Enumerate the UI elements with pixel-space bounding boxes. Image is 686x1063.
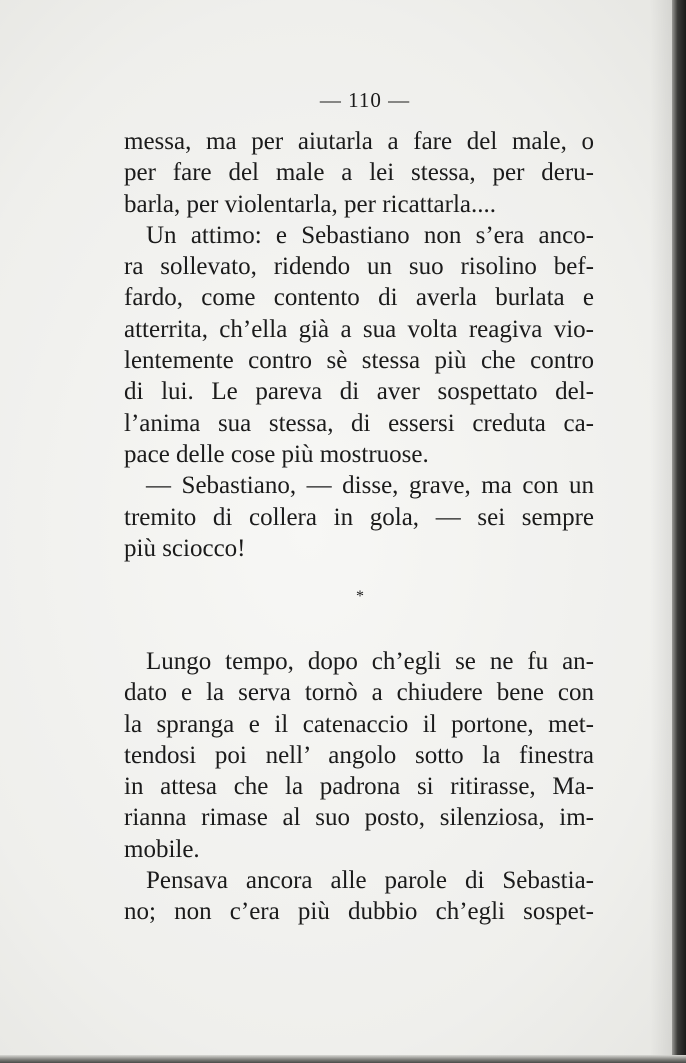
text-line: Lungo tempo, dopo ch’egli se ne fu an- [146, 648, 594, 675]
spine-shadow [650, 0, 672, 1063]
text-line: ra sollevato, ridendo un suo risolino bef- [124, 253, 594, 281]
text-line: più sciocco! [124, 534, 246, 562]
text-line: la spranga e il catenaccio il portone, met- [124, 710, 594, 738]
text-line: rianna rimase al suo posto, silenziosa, im- [124, 804, 594, 832]
text-line: in attesa che la padrona si ritirasse, Ma- [124, 773, 594, 801]
text-line: — Sebastiano, — disse, grave, ma con un [146, 472, 594, 500]
text-line: no; non c’era più dubbio ch’egli sospet- [124, 898, 594, 926]
text-line: per fare del male a lei stessa, per deru- [124, 159, 594, 187]
text-line: tendosi poi nell’ angolo sotto la finestra [124, 741, 594, 769]
text-line: lentemente contro sè stessa più che contro [124, 347, 594, 375]
text-line: fardo, come contento di averla burlata e [124, 284, 594, 312]
text-line: messa, ma per aiutarla a fare del male, o [124, 128, 594, 155]
book-spine [672, 0, 686, 1063]
text-line: dato e la serva tornò a chiudere bene con [124, 679, 594, 707]
page-bottom-edge [0, 1055, 686, 1063]
text-line: barla, per violentarla, per ricattarla.... [124, 190, 497, 218]
text-line: di lui. Le pareva di aver sospettato del- [124, 378, 594, 406]
text-line: Pensava ancora alle parole di Sebastia- [146, 867, 594, 895]
text-line: tremito di collera in gola, — sei sempre [124, 503, 594, 531]
paragraph-block-1 [124, 126, 594, 564]
text-line: l’anima sua stessa, di essersi creduta ca- [124, 409, 594, 437]
text-line: pace delle cose più mostruose. [124, 440, 429, 468]
text-line: atterrita, ch’ella già a sua volta reagiva vio- [124, 315, 594, 343]
page-number: — 110 — [319, 88, 411, 112]
section-separator: * [356, 588, 364, 605]
text-line: mobile. [124, 835, 200, 863]
paragraph-block-2 [124, 646, 594, 928]
text-line: Un attimo: e Sebastiano non s’era anco- [146, 221, 594, 249]
